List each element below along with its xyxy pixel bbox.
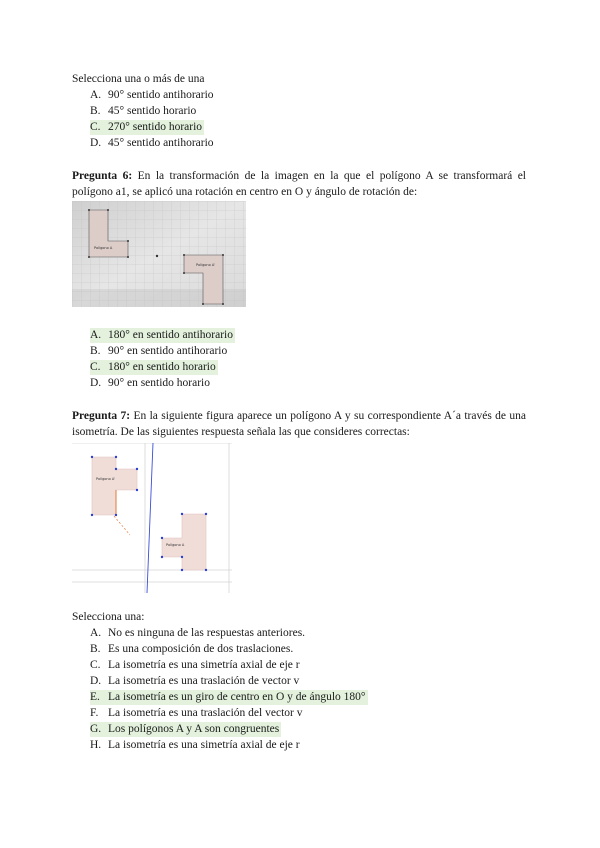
option-text: La isometría es una simetría axial de eje r [108, 739, 300, 751]
option-text: La isometría es un giro de centro en O y de ángulo 180° [108, 691, 366, 703]
q7-option-c[interactable] [90, 658, 300, 673]
option-letter: A. [90, 329, 102, 341]
option-letter: C. [90, 659, 101, 671]
rotation-figure [72, 201, 246, 307]
option-letter: E. [90, 691, 100, 703]
option-text: 45° sentido antihorario [108, 137, 214, 149]
option-text: 90° en sentido horario [108, 377, 211, 389]
option-letter: B. [90, 345, 101, 357]
option-text: Los polígonos A y A son congruentes [108, 723, 280, 735]
option-text: La isometría es una traslación del vector v [108, 707, 303, 719]
option-text: 270° sentido horario [108, 121, 203, 133]
option-letter: C. [90, 121, 101, 133]
question6-label: Pregunta 6: [72, 170, 133, 182]
option-letter: B. [90, 105, 101, 117]
option-letter: B. [90, 643, 101, 655]
q7-option-h[interactable] [90, 738, 300, 753]
option-text: 180° en sentido antihorario [108, 329, 234, 341]
option-text: No es ninguna de las respuestas anteriores. [108, 627, 306, 639]
isometry-figure [72, 443, 232, 593]
option-letter: A. [90, 89, 102, 101]
polygon-a-label: Polígono A [94, 246, 113, 250]
q7-option-b[interactable] [90, 642, 293, 657]
question7-instruction: Selecciona una: [72, 611, 145, 623]
rotation-center [156, 255, 158, 257]
option-letter: C. [90, 361, 101, 373]
polygon-a-prime-label: Polígono A [166, 543, 185, 547]
q5-option-d[interactable] [90, 136, 214, 151]
option-text: 180° en sentido horario [108, 361, 216, 373]
q6-option-c[interactable] [90, 360, 218, 375]
option-text: 90° sentido antihorario [108, 89, 214, 101]
polygon-a-label: Polígono A' [96, 477, 116, 481]
option-letter: H. [90, 739, 102, 751]
q7-option-f[interactable] [90, 706, 302, 721]
q7-option-d[interactable] [90, 674, 299, 689]
section1-instruction: Selecciona una o más de una [72, 73, 205, 85]
question6-body: En la transformación de la imagen en la que el polígono A se transformará el polígono a1, se aplicó una rotación en centro en O y ángulo de rotación de: [72, 170, 527, 198]
q6-option-b[interactable] [90, 344, 227, 359]
q7-option-e[interactable] [90, 690, 368, 705]
question7-label: Pregunta 7: [72, 410, 131, 422]
question6-text [72, 168, 526, 200]
q5-option-c[interactable] [90, 120, 204, 135]
option-letter: D. [90, 675, 102, 687]
option-text: 90° en sentido antihorario [108, 345, 228, 357]
option-letter: F. [90, 707, 99, 719]
option-letter: D. [90, 137, 102, 149]
option-text: 45° sentido horario [108, 105, 197, 117]
q6-option-d[interactable] [90, 376, 210, 391]
q5-option-b[interactable] [90, 104, 196, 119]
option-letter: D. [90, 377, 102, 389]
question7-text [72, 408, 526, 440]
q7-option-a[interactable] [90, 626, 305, 641]
option-text: La isometría es una traslación de vector v [108, 675, 300, 687]
option-text: Es una composición de dos traslaciones. [108, 643, 294, 655]
q6-option-a[interactable] [90, 328, 235, 343]
option-letter: G. [90, 723, 102, 735]
q7-option-g[interactable] [90, 722, 281, 737]
q5-option-a[interactable] [90, 88, 214, 103]
option-letter: A. [90, 627, 102, 639]
polygon-a-prime-label: Polígono A' [196, 263, 216, 267]
option-text: La isometría es una simetría axial de eje r [108, 659, 300, 671]
question7-body: En la siguiente figura aparece un polígono A y su correspondiente A´a través de una isometría. De las siguientes respuesta señala las que consideres correctas: [72, 410, 526, 438]
